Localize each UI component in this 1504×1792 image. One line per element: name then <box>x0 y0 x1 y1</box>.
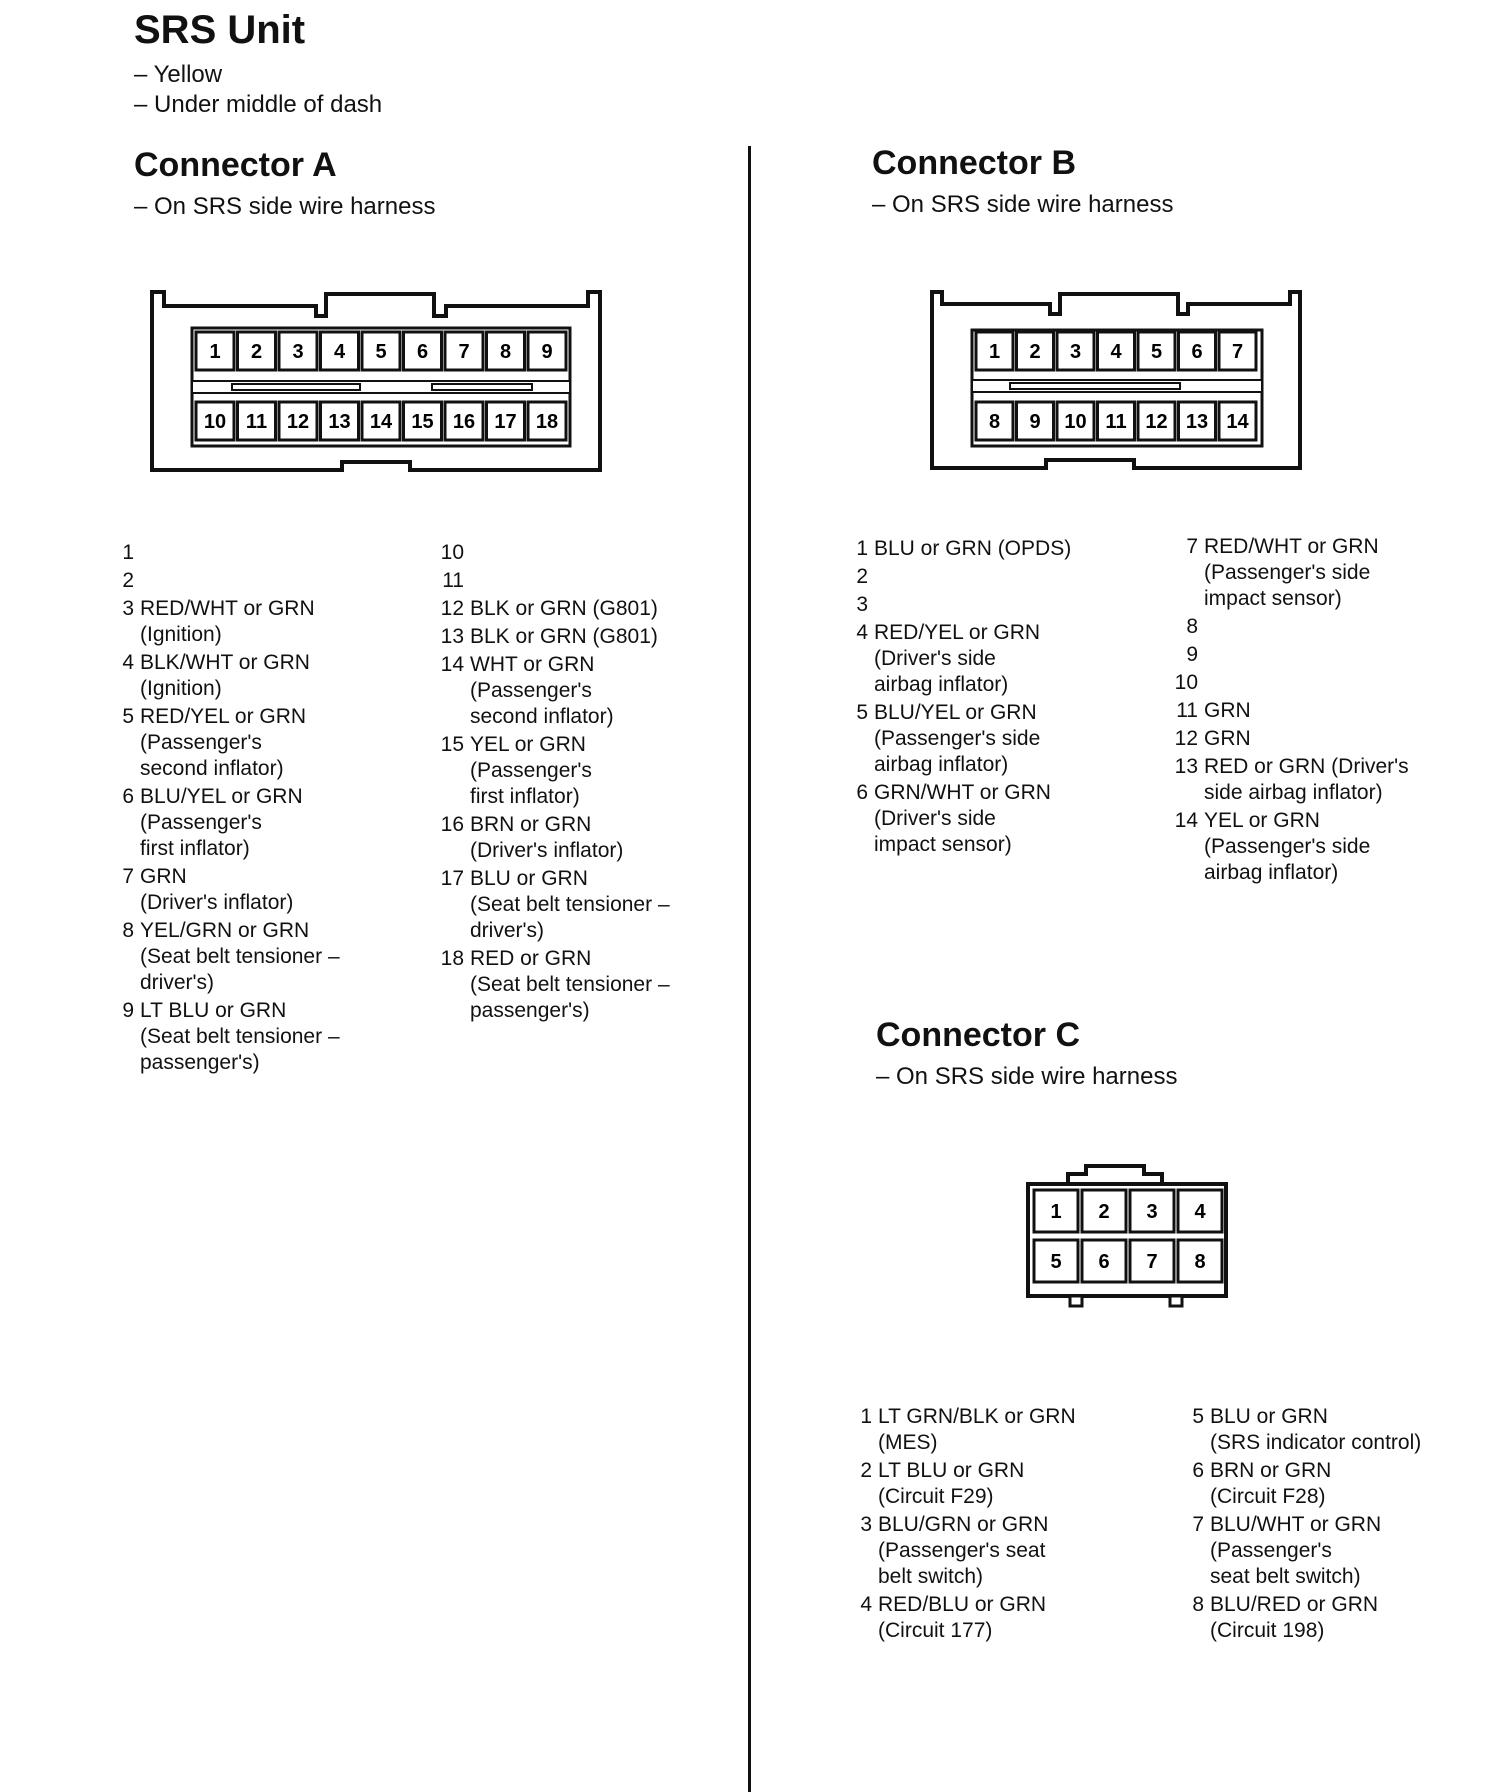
pin-description <box>1204 670 1468 696</box>
pin-number: 17 <box>440 867 464 890</box>
connector-a-pin-10-entry <box>434 540 734 566</box>
connector-a-latch-right <box>432 384 532 390</box>
pin-description: BLK or GRN (G801) <box>470 625 658 648</box>
connector-c-pin-2-entry <box>852 1458 1172 1510</box>
pin-description: BLU or GRN (OPDS) <box>874 537 1072 560</box>
pin-number: 9 <box>1186 643 1198 666</box>
column-divider <box>748 146 751 1792</box>
connector-b-pin-7-entry <box>1168 534 1468 612</box>
pin-number: 4 <box>122 651 134 674</box>
connector-b-pin-1-entry <box>848 536 1148 562</box>
pin-description: LT BLU or GRN (Seat belt tensioner – passenger's) <box>140 999 340 1074</box>
connector-b-pin-5-label: 5 <box>1150 341 1163 364</box>
pin-number: 14 <box>1174 809 1198 832</box>
pin-description <box>874 564 1148 590</box>
pin-number: 7 <box>122 865 134 888</box>
connector-c-pins-right <box>1184 1404 1504 1646</box>
pin-description: BLU or GRN (SRS indicator control) <box>1210 1405 1422 1454</box>
pin-description: LT GRN/BLK or GRN (MES) <box>878 1405 1076 1454</box>
pin-number: 12 <box>1174 727 1198 750</box>
connector-a-pin-15-label: 15 <box>411 411 434 434</box>
pin-number: 15 <box>440 733 464 756</box>
pin-number: 8 <box>1186 615 1198 638</box>
pin-number: 13 <box>1174 755 1198 778</box>
connector-a-diagram <box>140 280 620 480</box>
connector-b-pins-right <box>1168 534 1468 888</box>
connector-c-pin-4-label: 4 <box>1194 1201 1206 1224</box>
pin-number: 2 <box>860 1459 872 1482</box>
connector-c-pin-5-label: 5 <box>1050 1251 1062 1274</box>
connector-a-pin-8-label: 8 <box>499 341 512 364</box>
pin-number: 11 <box>442 569 464 592</box>
connector-c-pin-6-label: 6 <box>1098 1251 1110 1274</box>
connector-b-pin-1-label: 1 <box>988 341 1001 364</box>
connector-a-pin-16-label: 16 <box>452 411 476 434</box>
connector-b-pin-13-label: 13 <box>1185 411 1209 434</box>
pin-number: 8 <box>1192 1593 1204 1616</box>
connector-c-diagram <box>1010 1160 1250 1340</box>
connector-a-pins-right <box>434 540 734 1026</box>
pin-description: YEL/GRN or GRN (Seat belt tensioner – driver's) <box>140 919 340 994</box>
connector-c-pin-8-entry <box>1184 1592 1504 1644</box>
connector-b-pin-10-label: 10 <box>1064 411 1087 434</box>
connector-a-pin-9-label: 9 <box>541 341 553 364</box>
connector-c-pin-8-label: 8 <box>1194 1251 1206 1274</box>
pin-description <box>874 592 1148 618</box>
connector-a-pin-18-label: 18 <box>535 411 559 434</box>
connector-a-pin-2-entry <box>114 568 414 594</box>
connector-b-pin-3-label: 3 <box>1069 341 1082 364</box>
pin-number: 6 <box>1192 1459 1204 1482</box>
connector-a-pin-12-entry <box>434 596 734 622</box>
connector-a-pin-11-entry <box>434 568 734 594</box>
connector-a-pin-17-entry <box>434 866 734 944</box>
pin-description <box>470 540 734 566</box>
connector-a-pin-14-entry <box>434 652 734 730</box>
connector-b-pin-9-entry <box>1168 642 1468 668</box>
pin-number: 5 <box>122 705 134 728</box>
pin-description: GRN/WHT or GRN (Driver's side impact sensor) <box>874 781 1051 856</box>
connector-a-pin-17-label: 17 <box>494 411 517 434</box>
pin-number: 5 <box>1192 1405 1204 1428</box>
pin-description: WHT or GRN (Passenger's second inflator) <box>470 653 614 728</box>
connector-c-pin-5-entry <box>1184 1404 1504 1456</box>
unit-location-note: – Under middle of dash <box>134 91 383 118</box>
connector-c-pin-1-label: 1 <box>1050 1201 1062 1224</box>
pin-description: BLU or GRN (Seat belt tensioner – driver's) <box>470 867 670 942</box>
connector-c-pin-4-entry <box>852 1592 1172 1644</box>
connector-a-pin-8-entry <box>114 918 414 996</box>
unit-color-note: – Yellow <box>134 61 223 88</box>
connector-b-pin-12-label: 12 <box>1145 411 1168 434</box>
pin-description: BRN or GRN (Circuit F28) <box>1210 1459 1332 1508</box>
pin-number: 18 <box>440 947 464 970</box>
connector-c-pin-3-entry <box>852 1512 1172 1590</box>
connector-a-latch-left <box>232 384 360 390</box>
connector-c-pin-2-label: 2 <box>1098 1201 1110 1224</box>
pin-description: BLU/GRN or GRN (Passenger's seat belt switch) <box>878 1513 1049 1588</box>
pin-number: 1 <box>856 537 868 560</box>
pin-number: 5 <box>856 701 868 724</box>
pin-description: RED/WHT or GRN (Ignition) <box>140 597 315 646</box>
connector-a-pin-3-label: 3 <box>292 341 304 364</box>
pin-description <box>470 568 734 594</box>
connector-c-title: Connector C <box>876 1016 1080 1054</box>
connector-a-pin-14-label: 14 <box>369 411 393 434</box>
connector-a-pin-3-entry <box>114 596 414 648</box>
pin-number: 6 <box>122 785 134 808</box>
pin-description: BLU/RED or GRN (Circuit 198) <box>1210 1593 1379 1642</box>
connector-a-pin-4-label: 4 <box>333 341 346 364</box>
connector-b-pin-8-label: 8 <box>988 411 1001 434</box>
pin-description: BRN or GRN (Driver's inflator) <box>470 813 624 862</box>
pin-description <box>1204 614 1468 640</box>
connector-a-pin-6-entry <box>114 784 414 862</box>
pin-number: 2 <box>122 569 134 592</box>
connector-b-latch <box>1010 383 1180 389</box>
pin-number: 1 <box>122 541 134 564</box>
pin-number: 13 <box>440 625 464 648</box>
connector-b-pin-6-label: 6 <box>1191 341 1203 364</box>
connector-b-pin-13-entry <box>1168 754 1468 806</box>
pin-description: GRN (Driver's inflator) <box>140 865 294 914</box>
pin-description: RED/YEL or GRN (Passenger's second inflator) <box>140 705 307 780</box>
connector-b-diagram <box>920 280 1320 480</box>
connector-a-pin-12-label: 12 <box>286 411 310 434</box>
pin-description: GRN <box>1204 699 1251 722</box>
pin-number: 9 <box>122 999 134 1022</box>
connector-b-pin-4-entry <box>848 620 1148 698</box>
pin-description: RED or GRN (Seat belt tensioner – passenger's) <box>470 947 670 1022</box>
page-title: SRS Unit <box>134 8 306 52</box>
pin-number: 10 <box>440 541 464 564</box>
pin-description: BLK/WHT or GRN (Ignition) <box>140 651 310 700</box>
connector-c-pin-7-label: 7 <box>1146 1251 1158 1274</box>
pin-number: 3 <box>856 593 868 616</box>
connector-b-title: Connector B <box>872 144 1076 182</box>
connector-a-pin-6-label: 6 <box>416 341 429 364</box>
pin-number: 8 <box>122 919 134 942</box>
connector-c-foot-right <box>1170 1296 1182 1306</box>
pin-number: 4 <box>856 621 868 644</box>
connector-c-pin-1-entry <box>852 1404 1172 1456</box>
connector-b-pin-5-entry <box>848 700 1148 778</box>
pin-number: 4 <box>860 1593 872 1616</box>
pin-number: 1 <box>860 1405 872 1428</box>
pin-number: 16 <box>440 813 464 836</box>
connector-b-pins-left <box>848 536 1148 860</box>
connector-b-pin-14-label: 14 <box>1226 411 1249 434</box>
pin-description <box>1204 642 1468 668</box>
pin-description: BLU/WHT or GRN (Passenger's seat belt switch) <box>1210 1513 1382 1588</box>
pin-number: 7 <box>1186 535 1198 558</box>
connector-a-pin-18-entry <box>434 946 734 1024</box>
connector-b-pin-10-entry <box>1168 670 1468 696</box>
connector-b-pin-4-label: 4 <box>1110 341 1122 364</box>
connector-a-pin-13-entry <box>434 624 734 650</box>
pin-description: RED or GRN (Driver's side airbag inflator) <box>1204 755 1409 804</box>
connector-c-location: – On SRS side wire harness <box>876 1063 1178 1090</box>
pin-number: 7 <box>1192 1513 1204 1536</box>
pin-number: 11 <box>1176 699 1198 722</box>
pin-number: 2 <box>856 565 868 588</box>
connector-c-pin-3-label: 3 <box>1146 1201 1158 1224</box>
connector-b-pin-3-entry <box>848 592 1148 618</box>
pin-number: 12 <box>440 597 464 620</box>
connector-c-foot-left <box>1070 1296 1082 1306</box>
connector-c-pins-left <box>852 1404 1172 1646</box>
connector-b-pin-2-label: 2 <box>1029 341 1041 364</box>
pin-description <box>140 568 414 594</box>
connector-a-pin-1-label: 1 <box>209 341 221 364</box>
connector-a-pin-4-entry <box>114 650 414 702</box>
pin-description: RED/YEL or GRN (Driver's side airbag inflator) <box>874 621 1041 696</box>
pin-description: YEL or GRN (Passenger's side airbag inflator) <box>1204 809 1371 884</box>
connector-b-pin-6-entry <box>848 780 1148 858</box>
connector-b-pin-14-entry <box>1168 808 1468 886</box>
connector-b-pin-11-label: 11 <box>1105 411 1127 434</box>
connector-a-pin-7-label: 7 <box>458 341 470 364</box>
connector-c-latch <box>1068 1166 1162 1184</box>
pin-number: 3 <box>122 597 134 620</box>
connector-a-pins-left <box>114 540 414 1078</box>
connector-a-pin-11-label: 11 <box>245 411 268 434</box>
pin-description: BLK or GRN (G801) <box>470 597 658 620</box>
connector-b-location: – On SRS side wire harness <box>872 191 1174 218</box>
pin-description: RED/WHT or GRN (Passenger's side impact sensor) <box>1204 535 1379 610</box>
connector-b-pin-8-entry <box>1168 614 1468 640</box>
connector-a-pin-1-entry <box>114 540 414 566</box>
connector-b-pin-11-entry <box>1168 698 1468 724</box>
pin-description: LT BLU or GRN (Circuit F29) <box>878 1459 1025 1508</box>
pin-description: RED/BLU or GRN (Circuit 177) <box>878 1593 1047 1642</box>
connector-b-pin-9-label: 9 <box>1029 411 1041 434</box>
connector-c-pin-6-entry <box>1184 1458 1504 1510</box>
connector-a-title: Connector A <box>134 146 337 184</box>
connector-c-pin-7-entry <box>1184 1512 1504 1590</box>
pin-number: 10 <box>1174 671 1198 694</box>
pin-description: GRN <box>1204 727 1251 750</box>
pin-description: YEL or GRN (Passenger's first inflator) <box>470 733 592 808</box>
connector-a-pin-9-entry <box>114 998 414 1076</box>
connector-b-pin-2-entry <box>848 564 1148 590</box>
connector-a-pin-10-label: 10 <box>203 411 227 434</box>
connector-b-pin-12-entry <box>1168 726 1468 752</box>
pin-number: 6 <box>856 781 868 804</box>
connector-b-pin-7-label: 7 <box>1231 341 1244 364</box>
connector-a-pin-5-label: 5 <box>375 341 387 364</box>
pin-description: BLU/YEL or GRN (Passenger's first inflator) <box>140 785 303 860</box>
connector-a-location: – On SRS side wire harness <box>134 193 436 220</box>
connector-a-pin-16-entry <box>434 812 734 864</box>
connector-a-pin-2-label: 2 <box>250 341 263 364</box>
pin-description <box>140 540 414 566</box>
pin-description: BLU/YEL or GRN (Passenger's side airbag inflator) <box>874 701 1041 776</box>
pin-number: 14 <box>440 653 464 676</box>
connector-a-pin-5-entry <box>114 704 414 782</box>
connector-a-pin-15-entry <box>434 732 734 810</box>
connector-a-pin-13-label: 13 <box>328 411 351 434</box>
pin-number: 3 <box>860 1513 872 1536</box>
connector-a-pin-7-entry <box>114 864 414 916</box>
